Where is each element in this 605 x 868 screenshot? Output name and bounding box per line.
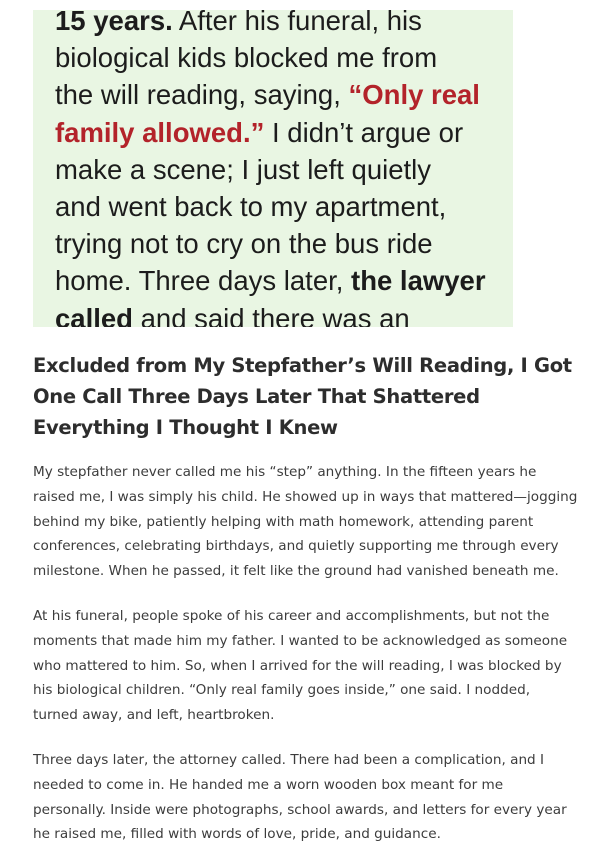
hero-quote-text xyxy=(55,10,505,327)
hero-image xyxy=(33,10,513,327)
hero-line: and went back to my apartment, xyxy=(55,191,447,223)
hero-line: family allowed.” I didn’t argue or xyxy=(55,116,464,148)
article-paragraph: My stepfather never called me his “step” anything. In the fifteen years he raised me, I was simply his child. He showed up in ways that mattered—jogging behind my bike, patiently helping with math homework, attending parent conferences, celebrating birthdays, and quietly supporting me through every milestone. When he passed, it felt like the ground had vanished beneath me. xyxy=(33,464,578,580)
article-title: Excluded from My Stepfather’s Will Reading, I Got One Call Three Days Later That Shattered Everything I Thought I Knew xyxy=(33,354,572,439)
hero-line: biological kids blocked me from xyxy=(55,42,438,74)
hero-line: home. Three days later, the lawyer xyxy=(55,265,486,297)
article-paragraph: At his funeral, people spoke of his career and accomplishments, but not the moments that made him my father. I wanted to be acknowledged as someone who mattered to him. So, when I arrived for the will reading, I was blocked by his biological children. “Only real family goes inside,” one said. I nodded, turned away, and left, heartbroken. xyxy=(33,607,568,724)
hero-line: trying not to cry on the bus ride xyxy=(55,228,433,260)
article-paragraph: Three days later, the attorney called. There had been a complication, and I needed to come in. He handed me a worn wooden box meant for me personally. Inside were photographs, school awards, and letters for every year he raised me, filled with words of love, pride, and guidance. xyxy=(33,751,567,843)
hero-line: the will reading, saying, “Only real xyxy=(55,79,480,111)
article-body xyxy=(33,460,578,867)
hero-line: called and said there was an xyxy=(55,302,410,327)
hero-line: 15 years. After his funeral, his xyxy=(55,10,422,36)
hero-line: make a scene; I just left quietly xyxy=(55,153,432,185)
